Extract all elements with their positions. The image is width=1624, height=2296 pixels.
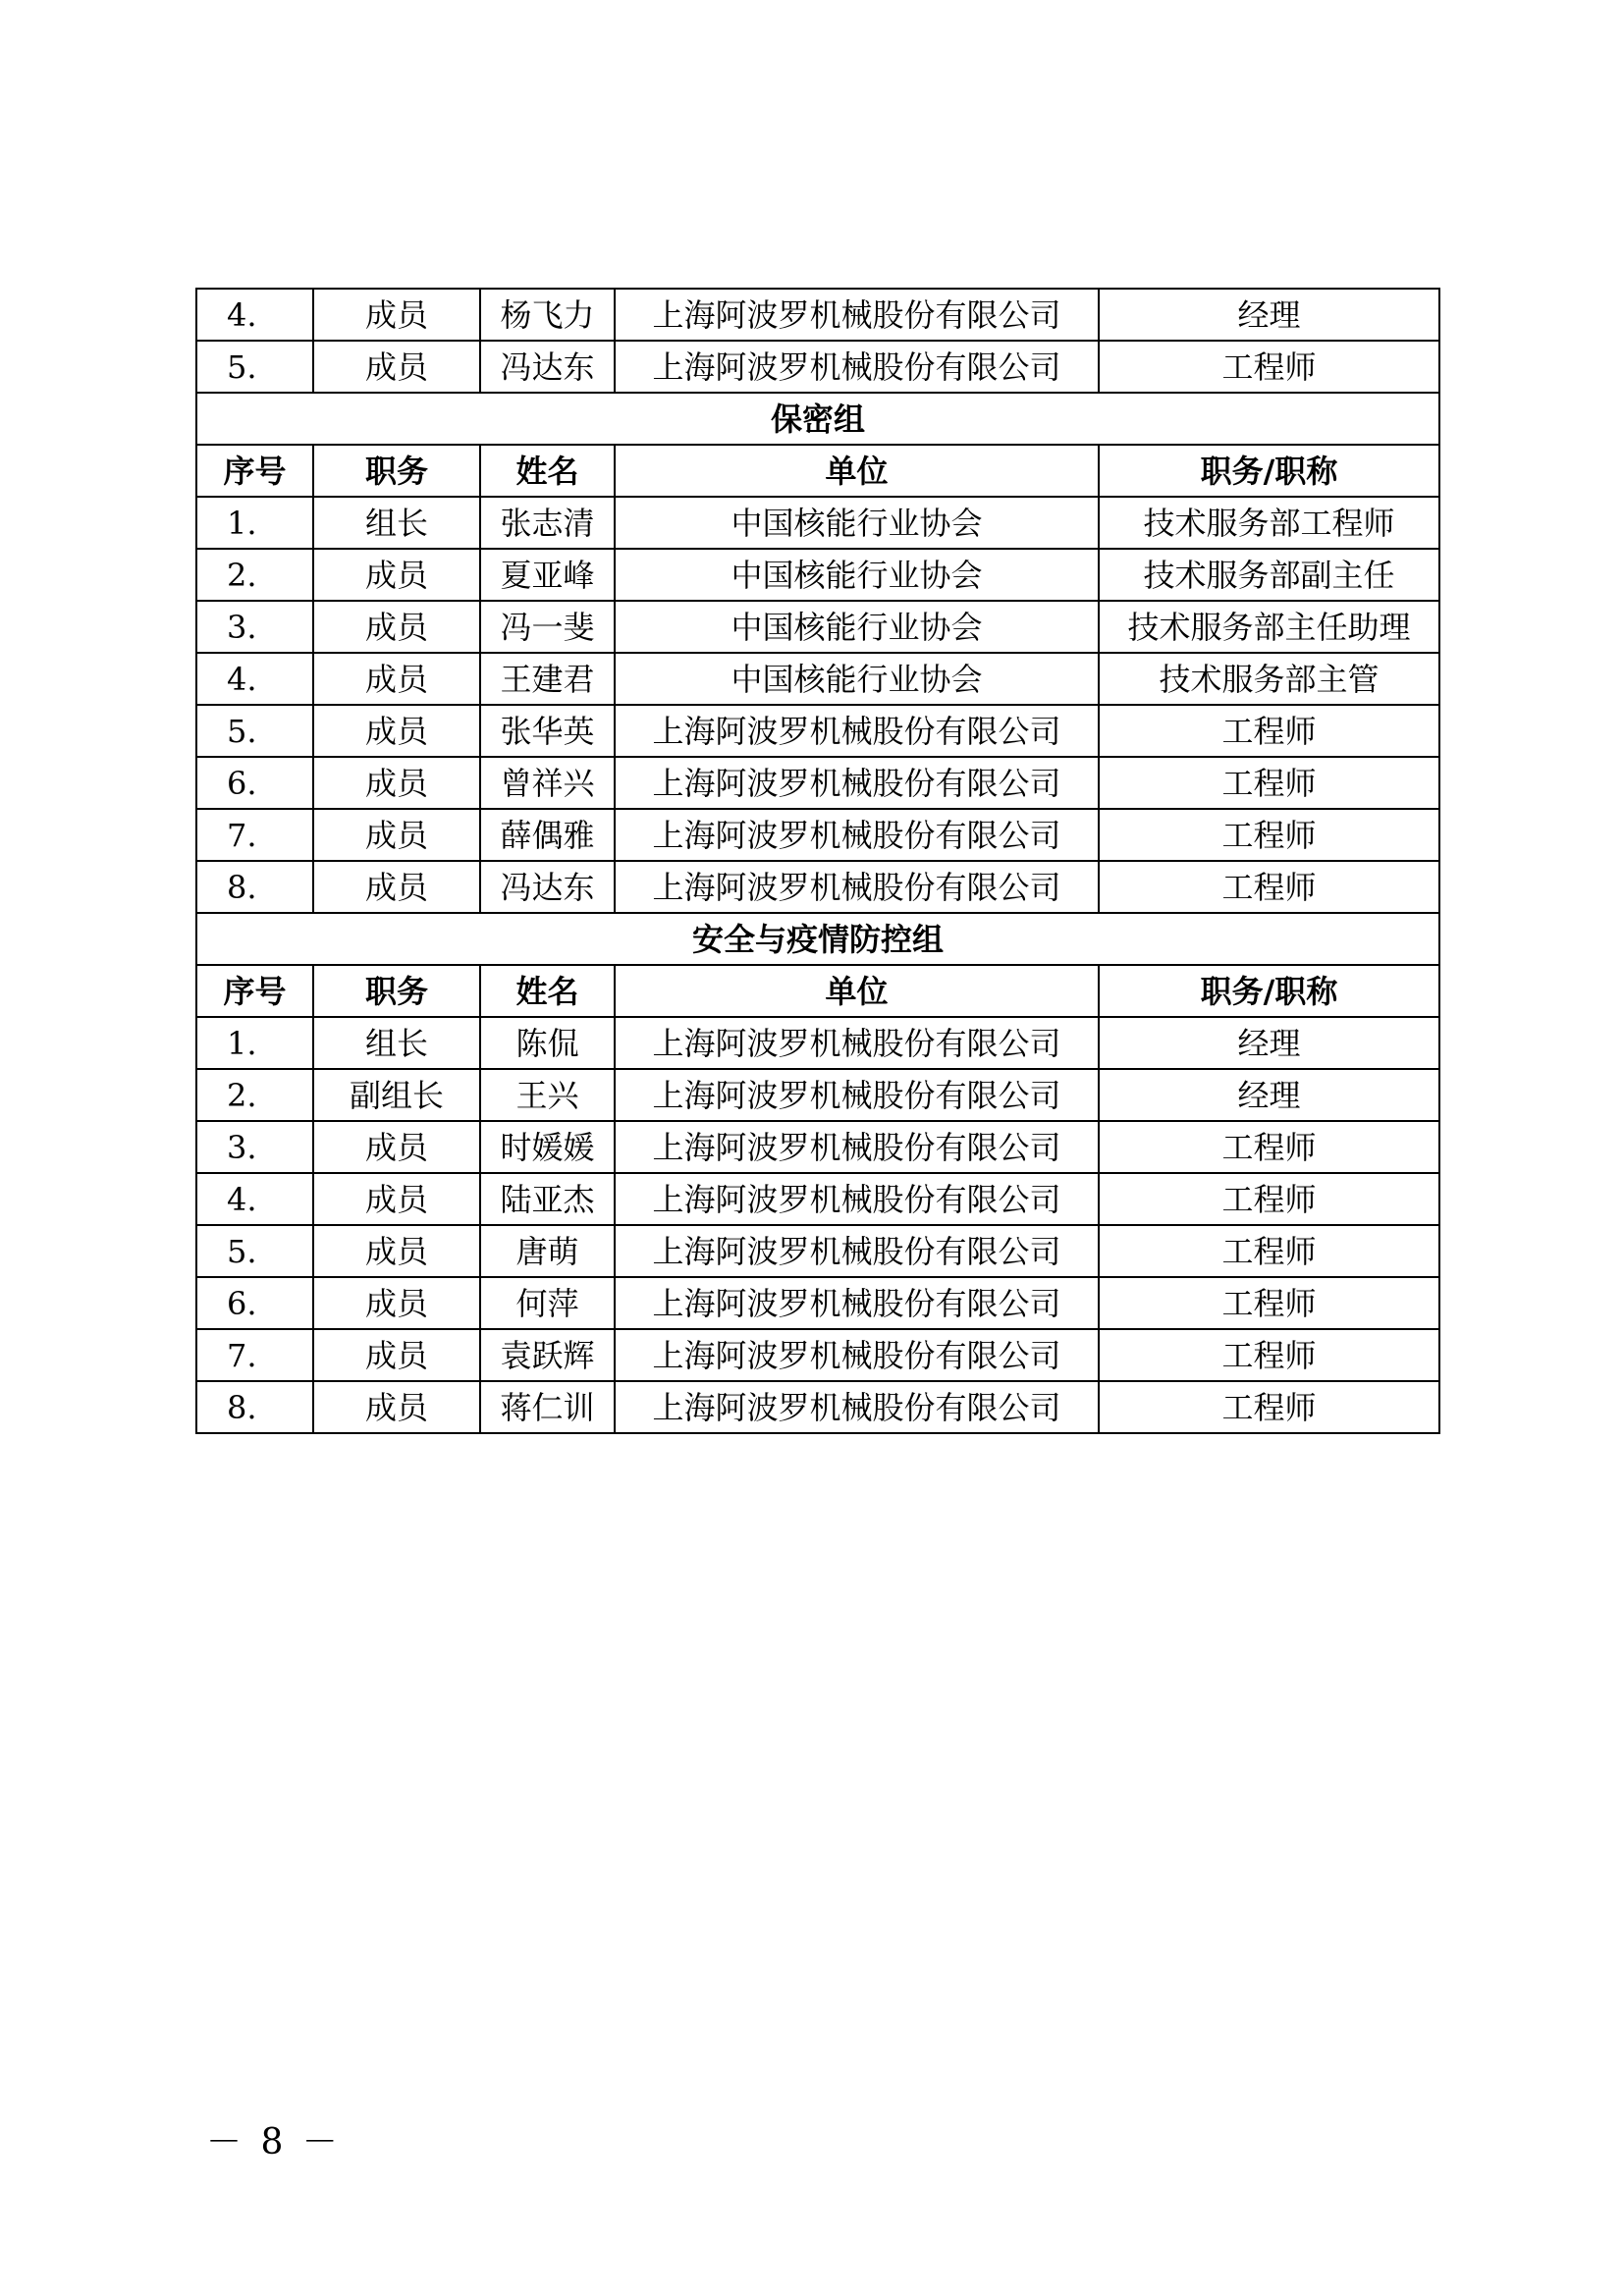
table-row (196, 1225, 1439, 1277)
name-cell: 曾祥兴 (480, 757, 615, 809)
name-cell: 薛偶雅 (480, 809, 615, 861)
table-row (196, 497, 1439, 549)
organization-cell: 上海阿波罗机械股份有限公司 (615, 289, 1099, 341)
job-title-cell: 工程师 (1099, 1173, 1439, 1225)
section-title: 安全与疫情防控组 (196, 913, 1439, 965)
organization-cell: 上海阿波罗机械股份有限公司 (615, 1017, 1099, 1069)
organization-cell: 上海阿波罗机械股份有限公司 (615, 1225, 1099, 1277)
organization-cell: 上海阿波罗机械股份有限公司 (615, 1173, 1099, 1225)
table-row (196, 1017, 1439, 1069)
table-row (196, 549, 1439, 601)
page-number: － 8 － (206, 2122, 342, 2163)
role-cell: 成员 (313, 1225, 480, 1277)
table-row (196, 341, 1439, 393)
organization-cell: 中国核能行业协会 (615, 601, 1099, 653)
column-header: 序号 (196, 445, 313, 497)
serial-cell: 1. (196, 1017, 313, 1069)
name-cell: 冯达东 (480, 341, 615, 393)
table-row (196, 757, 1439, 809)
serial-cell: 6. (196, 1277, 313, 1329)
serial-cell: 5. (196, 705, 313, 757)
organization-cell: 上海阿波罗机械股份有限公司 (615, 1277, 1099, 1329)
table-row (196, 289, 1439, 341)
job-title-cell: 经理 (1099, 289, 1439, 341)
serial-cell: 2. (196, 1069, 313, 1121)
serial-cell: 5. (196, 1225, 313, 1277)
column-header-row (196, 445, 1439, 497)
role-cell: 成员 (313, 1277, 480, 1329)
name-cell: 袁跃辉 (480, 1329, 615, 1381)
organization-cell: 上海阿波罗机械股份有限公司 (615, 705, 1099, 757)
job-title-cell: 经理 (1099, 1069, 1439, 1121)
organization-cell: 上海阿波罗机械股份有限公司 (615, 1381, 1099, 1433)
table-row (196, 861, 1439, 913)
serial-cell: 4. (196, 1173, 313, 1225)
column-header: 单位 (615, 445, 1099, 497)
column-header: 序号 (196, 965, 313, 1017)
organization-cell: 上海阿波罗机械股份有限公司 (615, 757, 1099, 809)
table-row (196, 1121, 1439, 1173)
name-cell: 王兴 (480, 1069, 615, 1121)
name-cell: 王建君 (480, 653, 615, 705)
name-cell: 唐萌 (480, 1225, 615, 1277)
name-cell: 陆亚杰 (480, 1173, 615, 1225)
column-header: 职务 (313, 445, 480, 497)
organization-cell: 上海阿波罗机械股份有限公司 (615, 1069, 1099, 1121)
job-title-cell: 技术服务部主任助理 (1099, 601, 1439, 653)
serial-cell: 3. (196, 1121, 313, 1173)
job-title-cell: 工程师 (1099, 1381, 1439, 1433)
name-cell: 杨飞力 (480, 289, 615, 341)
column-header: 单位 (615, 965, 1099, 1017)
serial-cell: 4. (196, 653, 313, 705)
job-title-cell: 工程师 (1099, 1277, 1439, 1329)
job-title-cell: 工程师 (1099, 861, 1439, 913)
job-title-cell: 工程师 (1099, 1329, 1439, 1381)
job-title-cell: 工程师 (1099, 705, 1439, 757)
name-cell: 蒋仁训 (480, 1381, 615, 1433)
role-cell: 成员 (313, 705, 480, 757)
role-cell: 副组长 (313, 1069, 480, 1121)
role-cell: 组长 (313, 1017, 480, 1069)
role-cell: 成员 (313, 289, 480, 341)
serial-cell: 8. (196, 1381, 313, 1433)
serial-cell: 5. (196, 341, 313, 393)
member-table-body (196, 289, 1439, 1433)
role-cell: 成员 (313, 1381, 480, 1433)
name-cell: 陈侃 (480, 1017, 615, 1069)
serial-cell: 8. (196, 861, 313, 913)
table-row (196, 705, 1439, 757)
job-title-cell: 工程师 (1099, 809, 1439, 861)
role-cell: 成员 (313, 861, 480, 913)
table-row (196, 601, 1439, 653)
role-cell: 成员 (313, 1121, 480, 1173)
serial-cell: 2. (196, 549, 313, 601)
job-title-cell: 工程师 (1099, 341, 1439, 393)
table-row (196, 1277, 1439, 1329)
name-cell: 冯达东 (480, 861, 615, 913)
organization-cell: 上海阿波罗机械股份有限公司 (615, 1121, 1099, 1173)
column-header: 职务/职称 (1099, 965, 1439, 1017)
name-cell: 何萍 (480, 1277, 615, 1329)
role-cell: 成员 (313, 1173, 480, 1225)
job-title-cell: 技术服务部主管 (1099, 653, 1439, 705)
role-cell: 成员 (313, 809, 480, 861)
serial-cell: 6. (196, 757, 313, 809)
role-cell: 成员 (313, 653, 480, 705)
role-cell: 成员 (313, 601, 480, 653)
organization-cell: 中国核能行业协会 (615, 653, 1099, 705)
organization-cell: 中国核能行业协会 (615, 549, 1099, 601)
role-cell: 成员 (313, 549, 480, 601)
organization-cell: 上海阿波罗机械股份有限公司 (615, 1329, 1099, 1381)
job-title-cell: 技术服务部副主任 (1099, 549, 1439, 601)
job-title-cell: 经理 (1099, 1017, 1439, 1069)
organization-cell: 中国核能行业协会 (615, 497, 1099, 549)
organization-cell: 上海阿波罗机械股份有限公司 (615, 341, 1099, 393)
job-title-cell: 工程师 (1099, 1121, 1439, 1173)
serial-cell: 3. (196, 601, 313, 653)
name-cell: 时媛媛 (480, 1121, 615, 1173)
role-cell: 成员 (313, 757, 480, 809)
name-cell: 张华英 (480, 705, 615, 757)
job-title-cell: 工程师 (1099, 1225, 1439, 1277)
table-row (196, 1381, 1439, 1433)
column-header: 姓名 (480, 445, 615, 497)
organization-cell: 上海阿波罗机械股份有限公司 (615, 809, 1099, 861)
serial-cell: 4. (196, 289, 313, 341)
organization-cell: 上海阿波罗机械股份有限公司 (615, 861, 1099, 913)
section-title-row (196, 913, 1439, 965)
member-table (195, 288, 1440, 1434)
job-title-cell: 技术服务部工程师 (1099, 497, 1439, 549)
column-header-row (196, 965, 1439, 1017)
column-header: 职务 (313, 965, 480, 1017)
section-title-row (196, 393, 1439, 445)
serial-cell: 7. (196, 809, 313, 861)
table-row (196, 1329, 1439, 1381)
name-cell: 冯一斐 (480, 601, 615, 653)
serial-cell: 7. (196, 1329, 313, 1381)
table-row (196, 1069, 1439, 1121)
role-cell: 成员 (313, 1329, 480, 1381)
column-header: 职务/职称 (1099, 445, 1439, 497)
role-cell: 组长 (313, 497, 480, 549)
section-title: 保密组 (196, 393, 1439, 445)
column-header: 姓名 (480, 965, 615, 1017)
name-cell: 夏亚峰 (480, 549, 615, 601)
serial-cell: 1. (196, 497, 313, 549)
table-row (196, 653, 1439, 705)
role-cell: 成员 (313, 341, 480, 393)
table-row (196, 1173, 1439, 1225)
name-cell: 张志清 (480, 497, 615, 549)
table-row (196, 809, 1439, 861)
job-title-cell: 工程师 (1099, 757, 1439, 809)
